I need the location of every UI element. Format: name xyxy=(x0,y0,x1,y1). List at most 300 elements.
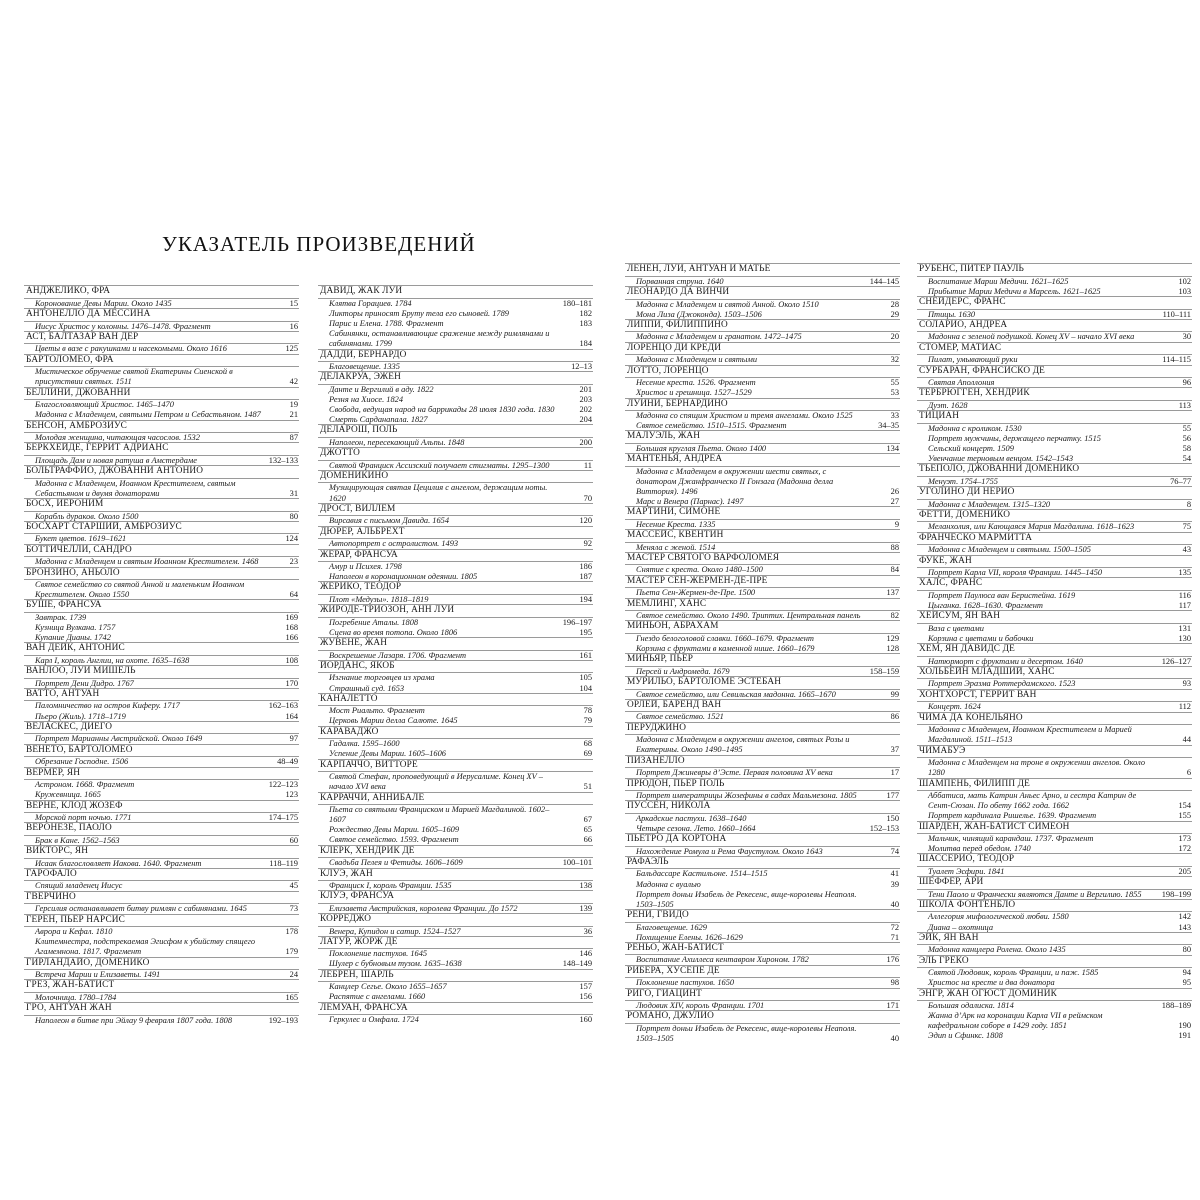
page-number: 143 xyxy=(1178,922,1191,932)
page-number: 98 xyxy=(890,978,899,988)
work-entry xyxy=(917,968,1192,978)
work-entry xyxy=(625,543,900,553)
page-number: 174–175 xyxy=(268,812,298,822)
page-number: 96 xyxy=(1182,378,1191,388)
work-title: Воспитание Ахиллеса кентавром Хироном. 1782 xyxy=(636,955,809,965)
artist-name: РИГО, ГИАЦИНТ xyxy=(625,988,900,1001)
artist-name: ДАВИД, ЖАК ЛУИ xyxy=(318,285,593,298)
work-entry xyxy=(318,927,593,937)
work-entry xyxy=(917,1011,1192,1031)
work-entry xyxy=(917,867,1192,877)
work-title: Мадонна с Младенцем в окружении ангелов, святых Розы и Екатерины. Около 1490–1495 xyxy=(636,735,850,755)
work-entry xyxy=(917,702,1192,712)
work-title: Молочница. 1780–1784 xyxy=(35,992,117,1002)
page-number: 194 xyxy=(579,594,592,604)
page-number: 118–119 xyxy=(269,858,298,868)
work-entry xyxy=(24,927,299,937)
work-title: Портрет Карла VII, короля Франции. 1445–1450 xyxy=(928,568,1103,578)
artist-name: РУБЕНС, ПИТЕР ПАУЛЬ xyxy=(917,263,1192,276)
work-entry xyxy=(625,588,900,598)
work-title: Коронование Девы Марии. Около 1435 xyxy=(35,298,172,308)
artist-name: ЖИРОДЕ-ТРИОЗОН, АНН ЛУИ xyxy=(318,604,593,617)
page-number: 48–49 xyxy=(277,757,298,767)
page-number: 58 xyxy=(1182,443,1191,453)
page-number: 6 xyxy=(1186,768,1191,778)
work-title: Успение Девы Марии. 1605–1606 xyxy=(329,749,446,759)
work-title: Портрет Марианны Австрийской. Около 1649 xyxy=(35,734,203,744)
artist-name: ЖЕРАР, ФРАНСУА xyxy=(318,549,593,562)
page-number: 190 xyxy=(1178,1021,1191,1031)
artist-name: ШАРДЕН, ЖАН-БАТИСТ СИМЕОН xyxy=(917,821,1192,834)
work-entry xyxy=(318,299,593,309)
artist-name: ГРЕЗ, ЖАН-БАТИСТ xyxy=(24,979,299,992)
work-entry xyxy=(917,568,1192,578)
page-number: 21 xyxy=(289,410,298,420)
work-title: Наполеон, пересекающий Альпы. 1848 xyxy=(329,437,465,447)
work-title: Мадонна с Младенцем в окружении шести святых, с донатором Джанфранческо II Гонзага (Мадонна делла Виттория). 1496 xyxy=(636,466,834,496)
work-title: Сельский концерт. 1509 xyxy=(928,443,1014,453)
work-title: Вирсавия с письмом Давида. 1654 xyxy=(329,516,450,526)
page-number: 201 xyxy=(579,384,592,394)
work-title: Мадонна с Младенцем и святыми xyxy=(636,355,758,365)
work-title: Спящий младенец Иисус xyxy=(35,881,123,891)
work-title: Шулер с бубновым тузом. 1635–1638 xyxy=(329,959,462,969)
artist-name: РАФАЭЛЬ xyxy=(625,856,900,869)
work-entry xyxy=(24,534,299,544)
work-title: Венера, Купидон и сатир. 1524–1527 xyxy=(329,926,461,936)
page-number: 160 xyxy=(579,1015,592,1025)
artist-name: ФУКЕ, ЖАН xyxy=(917,555,1192,568)
artist-name: АНТОНЕЛЛО ДА МЕССИНА xyxy=(24,308,299,321)
work-title: Четыре сезона. Лето. 1660–1664 xyxy=(636,823,756,833)
work-title: Молодая женщина, читающая часослов. 1532 xyxy=(35,432,200,442)
work-entry xyxy=(917,945,1192,955)
page-number: 173 xyxy=(1178,833,1191,843)
artist-name: МАНТЕНЬЯ, АНДРЕА xyxy=(625,453,900,466)
artist-name: ДЕЛАКРУА, ЭЖЕН xyxy=(318,371,593,384)
page-number: 117 xyxy=(1178,600,1191,610)
artist-name: БОСХ, ИЕРОНИМ xyxy=(24,498,299,511)
artist-name: МАЛУЭЛЬ, ЖАН xyxy=(625,430,900,443)
index-column-1 xyxy=(24,286,299,1026)
work-title: Похищение Елены. 1626–1629 xyxy=(636,932,743,942)
work-title: Плот «Медузы». 1818–1819 xyxy=(329,594,429,604)
work-title: Большая одалиска. 1814 xyxy=(928,1001,1014,1011)
work-entry xyxy=(24,1016,299,1026)
page-number: 36 xyxy=(583,926,592,936)
page-number: 170 xyxy=(285,678,298,688)
work-entry xyxy=(318,385,593,395)
page-number: 108 xyxy=(285,655,298,665)
work-entry xyxy=(917,444,1192,454)
work-title: Меняла с женой. 1514 xyxy=(636,542,716,552)
artist-name: ВАТТО, АНТУАН xyxy=(24,688,299,701)
page-number: 112 xyxy=(1178,702,1191,712)
work-entry xyxy=(625,1024,900,1044)
artist-name: МАССЕЙС, КВЕНТИН xyxy=(625,529,900,542)
work-title: Церковь Марии делла Салюте. 1645 xyxy=(329,716,458,726)
artist-name: СТОМЕР, МАТИАС xyxy=(917,342,1192,355)
page-number: 86 xyxy=(890,712,899,722)
artist-name: БЕРКХЕЙДЕ, ГЕРРИТ АДРИАНС xyxy=(24,442,299,455)
work-entry xyxy=(24,904,299,914)
artist-name: ЖЕРИКО, ТЕОДОР xyxy=(318,581,593,594)
work-title: Птицы. 1630 xyxy=(928,309,976,319)
page-number: 126–127 xyxy=(1161,656,1191,666)
work-entry xyxy=(318,716,593,726)
artist-name: ЖУВЕНЕ, ЖАН xyxy=(318,637,593,650)
page-number: 93 xyxy=(1182,679,1191,689)
work-title: Мистическое обручение святой Екатерины Сиенской в присутствии святых. 1511 xyxy=(35,367,233,387)
page-number: 26 xyxy=(890,486,899,496)
work-title: Святое семейство. Около 1490. Триптих. Центральная панель xyxy=(636,611,861,621)
work-entry xyxy=(917,500,1192,510)
work-title: Герсилия останавливает битву римлян с сабинянами. 1645 xyxy=(35,904,247,914)
page-number: 113 xyxy=(1178,400,1191,410)
artist-name: КОРРЕДЖО xyxy=(318,913,593,926)
work-title: Молитва перед обедом. 1740 xyxy=(928,844,1031,853)
page-number: 123 xyxy=(285,790,298,800)
work-entry xyxy=(917,454,1192,464)
work-title: Наполеон в коронационном одеянии. 1805 xyxy=(329,572,478,582)
work-entry xyxy=(917,310,1192,320)
page-number: 9 xyxy=(894,519,899,529)
work-entry xyxy=(318,309,593,319)
page-number: 60 xyxy=(289,835,298,845)
work-title: Карл I, король Англии, на охоте. 1635–1638 xyxy=(35,655,190,665)
work-entry xyxy=(917,679,1192,689)
artist-name: УГОЛИНО ДИ НЕРИО xyxy=(917,486,1192,499)
page-number: 198–199 xyxy=(1161,889,1191,899)
work-title: Пьета со святыми Франциском и Марией Магдалиной. 1602–1607 xyxy=(329,805,550,825)
work-entry xyxy=(917,844,1192,854)
work-entry xyxy=(625,520,900,530)
work-entry xyxy=(917,624,1192,634)
page-number: 139 xyxy=(579,903,592,913)
page-number: 184 xyxy=(579,339,592,349)
work-title: Персей и Андромеда. 1679 xyxy=(636,666,730,676)
work-entry xyxy=(24,479,299,499)
work-title: Данте и Вергилий в аду. 1822 xyxy=(329,384,434,394)
work-title: Портрет Джиневры д’Эсте. Первая половина XV века xyxy=(636,768,833,778)
artist-name: СОЛАРИО, АНДРЕА xyxy=(917,319,1192,332)
work-entry xyxy=(917,424,1192,434)
work-entry xyxy=(318,395,593,405)
artist-name: ГИРЛАНДАЙО, ДОМЕНИКО xyxy=(24,957,299,970)
work-title: Брак в Кане. 1562–1563 xyxy=(35,835,120,845)
artist-name: ЭЙК, ЯН ВАН xyxy=(917,932,1192,945)
work-title: Увенчание терновым венцом. 1542–1543 xyxy=(928,453,1074,463)
page-number: 40 xyxy=(890,1033,899,1043)
work-title: Прибытие Марии Медичи в Марсель. 1621–1625 xyxy=(928,286,1101,296)
page-number: 55 xyxy=(1182,423,1191,433)
work-entry xyxy=(318,959,593,969)
artist-name: РЕНИ, ГВИДО xyxy=(625,909,900,922)
work-title: Пилат, умывающий руки xyxy=(928,355,1018,365)
work-entry xyxy=(24,881,299,891)
work-title: Обрезание Господне. 1506 xyxy=(35,757,129,767)
page-number: 29 xyxy=(890,309,899,319)
page-number: 129 xyxy=(886,633,899,643)
artist-name: КЛЕРК, ХЕНДРИК ДЕ xyxy=(318,845,593,858)
page-number: 148–149 xyxy=(562,959,592,969)
artist-name: КАРПАЧЧО, ВИТТОРЕ xyxy=(318,759,593,772)
page-number: 162–163 xyxy=(268,701,298,711)
page-number: 169 xyxy=(285,612,298,622)
page-number: 43 xyxy=(1182,545,1191,555)
work-entry xyxy=(917,522,1192,532)
work-entry xyxy=(625,667,900,677)
work-entry xyxy=(917,912,1192,922)
work-title: Снятие с креста. Около 1480–1500 xyxy=(636,565,763,575)
page-number: 188–189 xyxy=(1161,1001,1191,1011)
artist-name: БАРТОЛОМЕО, ФРА xyxy=(24,354,299,367)
page-number: 102 xyxy=(1178,276,1191,286)
work-entry xyxy=(24,299,299,309)
artist-name: ДЖОТТО xyxy=(318,447,593,460)
artist-name: ХАЛС, ФРАНС xyxy=(917,577,1192,590)
work-title: Канцлер Сегье. Около 1655–1657 xyxy=(329,982,447,992)
artist-name: ТЬЕПОЛО, ДЖОВАННИ ДОМЕНИКО xyxy=(917,463,1192,476)
page-number: 187 xyxy=(579,572,592,582)
work-title: Христос и грешница. 1527–1529 xyxy=(636,388,752,398)
work-entry xyxy=(917,332,1192,342)
work-entry xyxy=(917,834,1192,844)
right-page xyxy=(600,0,1200,1200)
artist-name: МАСТЕР СЕН-ЖЕРМЕН-ДЕ-ПРЕ xyxy=(625,575,900,588)
artist-name: МАСТЕР СВЯТОГО ВАРФОЛОМЕЯ xyxy=(625,552,900,565)
page-number: 128 xyxy=(886,643,899,653)
work-entry xyxy=(24,859,299,869)
work-title: Франциск I, король Франции. 1535 xyxy=(329,880,452,890)
work-entry xyxy=(917,378,1192,388)
work-entry xyxy=(318,772,593,792)
artist-name: КАНАЛЕТТО xyxy=(318,693,593,706)
work-entry xyxy=(625,277,900,287)
work-entry xyxy=(318,673,593,683)
work-entry xyxy=(917,591,1192,601)
work-entry xyxy=(625,611,900,621)
artist-name: СУРБАРАН, ФРАНСИСКО ДЕ xyxy=(917,365,1192,378)
artist-name: ЭНГР, ЖАН ОГЮСТ ДОМИНИК xyxy=(917,988,1192,1001)
page-number: 116 xyxy=(1178,590,1191,600)
artist-name: БЕНСОН, АМБРОЗИУС xyxy=(24,420,299,433)
work-entry xyxy=(24,701,299,711)
page-number: 79 xyxy=(583,716,592,726)
work-title: Святое семейство. 1593. Фрагмент xyxy=(329,835,459,845)
work-title: Святой Стефан, проповедующий в Иерусалиме. Конец XV – начало XVI века xyxy=(329,772,543,792)
work-title: Поклонение пастухов. 1650 xyxy=(636,978,735,988)
work-title: Цветы в вазе с ракушками и насекомыми. Около 1616 xyxy=(35,344,227,354)
page-number: 76–77 xyxy=(1170,476,1191,486)
work-title: Мадонна с Младенцем. 1315–1320 xyxy=(928,499,1051,509)
artist-name: ФЕТТИ, ДОМЕНИКО xyxy=(917,509,1192,522)
work-entry xyxy=(625,712,900,722)
work-entry xyxy=(917,657,1192,667)
work-title: Ликторы приносят Бруту тела его сыновей. 1789 xyxy=(329,308,509,318)
artist-name: МИНЬОН, АБРАХАМ xyxy=(625,620,900,633)
page-number: 45 xyxy=(289,881,298,891)
artist-name: ВАН ДЕЙК, АНТОНИС xyxy=(24,642,299,655)
artist-name: ЛЕНЕН, ЛУИ, АНТУАН И МАТЬЕ xyxy=(625,263,900,276)
work-title: Людовик XIV, король Франции. 1701 xyxy=(636,1001,765,1011)
page-number: 54 xyxy=(1182,453,1191,463)
artist-name: ШАССЕРИО, ТЕОДОР xyxy=(917,853,1192,866)
work-entry xyxy=(318,415,593,425)
work-title: Эдип и Сфинкс. 1808 xyxy=(928,1031,1003,1041)
page-number: 19 xyxy=(289,400,298,410)
work-title: Святое семейство со святой Анной и маленьким Иоанном Крестителем. Около 1550 xyxy=(35,579,245,600)
work-entry xyxy=(917,601,1192,611)
page-number: 157 xyxy=(579,982,592,992)
page-number: 186 xyxy=(579,561,592,571)
page-number: 32 xyxy=(890,355,899,365)
page-number: 100–101 xyxy=(562,858,592,868)
artist-name: РЕНЬО, ЖАН-БАТИСТ xyxy=(625,942,900,955)
work-entry xyxy=(318,739,593,749)
artist-name: ВЕРОНЕЗЕ, ПАОЛО xyxy=(24,822,299,835)
artist-name: ОРЛЕЙ, БАРЕНД ВАН xyxy=(625,699,900,712)
work-entry xyxy=(625,1001,900,1011)
artist-name: ЛЕМУАН, ФРАНСУА xyxy=(318,1002,593,1015)
artist-name: ШЕФФЕР, АРИ xyxy=(917,876,1192,889)
page-number: 16 xyxy=(289,321,298,331)
page-number: 158–159 xyxy=(869,666,899,676)
work-title: Ваза с цветами xyxy=(928,623,984,633)
work-entry xyxy=(625,332,900,342)
index-column-2 xyxy=(318,286,593,1025)
page-number: 31 xyxy=(289,488,298,498)
work-title: Сцена во время потопа. Около 1806 xyxy=(329,627,458,637)
artist-name: ТИЦИАН xyxy=(917,410,1192,423)
page-number: 12–13 xyxy=(571,361,592,371)
artist-name: ДЮРЕР, АЛЬБРЕХТ xyxy=(318,526,593,539)
work-entry xyxy=(24,633,299,643)
page-number: 44 xyxy=(1182,735,1191,745)
artist-name: ХОЛЬБЕЙН МЛАДШИЙ, ХАНС xyxy=(917,666,1192,679)
work-title: Мадонна с кроликом. 1530 xyxy=(928,423,1022,433)
page-number: 70 xyxy=(583,493,592,503)
artist-name: ВИКТОРС, ЯН xyxy=(24,845,299,858)
work-title: Астроном. 1668. Фрагмент xyxy=(35,780,135,789)
page-number: 122–123 xyxy=(268,780,298,789)
page-number: 15 xyxy=(289,298,298,308)
work-entry xyxy=(24,836,299,846)
work-entry xyxy=(625,890,900,910)
artist-name: ДАДДИ, БЕРНАРДО xyxy=(318,349,593,362)
page-number: 84 xyxy=(890,565,899,575)
work-entry xyxy=(318,881,593,891)
work-title: Концерт. 1624 xyxy=(928,702,981,712)
artist-name: ЛОТТО, ЛОРЕНЦО xyxy=(625,365,900,378)
work-title: Мадонна со спящим Христом и тремя ангелами. Около 1525 xyxy=(636,410,853,420)
work-title: Мадонна с Младенцем, Иоанном Крестителем, святым Себастьяном и двумя донаторами xyxy=(35,478,236,498)
page-number: 125 xyxy=(285,344,298,354)
page-number: 75 xyxy=(1182,522,1191,532)
artist-name: БЕЛЛИНИ, ДЖОВАННИ xyxy=(24,387,299,400)
artist-name: КАРАВАДЖО xyxy=(318,726,593,739)
work-title: Кружевница. 1665 xyxy=(35,790,101,800)
work-entry xyxy=(318,405,593,415)
page-number: 191 xyxy=(1178,1031,1191,1041)
work-entry xyxy=(625,355,900,365)
artist-name: ЛАТУР, ЖОРЖ ДЕ xyxy=(318,936,593,949)
page-number: 99 xyxy=(890,689,899,699)
work-title: Большая круглая Пьета. Около 1400 xyxy=(636,443,767,453)
work-entry xyxy=(24,656,299,666)
work-title: Портрет императрицы Жозефины в садах Мальмезона. 1805 xyxy=(636,790,857,800)
work-title: Букет цветов. 1619–1621 xyxy=(35,534,127,544)
work-entry xyxy=(318,628,593,638)
work-entry xyxy=(318,651,593,661)
work-title: Свадьба Пелея и Фетиды. 1606–1609 xyxy=(329,858,463,868)
work-title: Несение Креста. 1335 xyxy=(636,519,716,529)
work-entry xyxy=(24,813,299,823)
work-entry xyxy=(318,858,593,868)
work-title: Портрет доньи Изабель де Рекесенс, вице-королевы Неаполя. 1503–1505 xyxy=(636,1023,857,1043)
work-entry xyxy=(318,483,593,503)
work-entry xyxy=(24,613,299,623)
work-title: Святое семейство, или Севильская мадонна. 1665–1670 xyxy=(636,689,836,699)
artist-name: ВЕНЕТО, БАРТОЛОМЕО xyxy=(24,744,299,757)
artist-name: МЕМЛИНГ, ХАНС xyxy=(625,598,900,611)
work-entry xyxy=(625,933,900,943)
work-title: Аллегория мифологической любви. 1580 xyxy=(928,912,1069,922)
page-number: 176 xyxy=(886,955,899,965)
index-column-4 xyxy=(917,264,1192,1041)
work-title: Святое семейство. 1521 xyxy=(636,712,724,722)
work-title: Мадонна с Младенцем и святой Анной. Около 1510 xyxy=(636,299,819,309)
work-title: Несение креста. 1526. Фрагмент xyxy=(636,378,756,388)
work-entry xyxy=(318,684,593,694)
work-entry xyxy=(625,880,900,890)
work-title: Благословляющий Христос. 1465–1470 xyxy=(35,400,174,410)
artist-name: ШАМПЕНЬ, ФИЛИПП ДЕ xyxy=(917,778,1192,791)
work-title: Портрет мужчины, держащего перчатку. 1515 xyxy=(928,433,1101,443)
page-number: 88 xyxy=(890,542,899,552)
work-entry xyxy=(625,388,900,398)
work-title: Цыганка. 1628–1630. Фрагмент xyxy=(928,600,1043,610)
page-number: 114–115 xyxy=(1162,355,1191,365)
work-entry xyxy=(917,890,1192,900)
artist-name: МУРИЛЬО, БАРТОЛОМЕ ЭСТЕБАН xyxy=(625,676,900,689)
work-title: Клитемнестра, подстрекаемая Эгисфом к убийству спящего Агамемнона. 1817. Фрагмент xyxy=(35,937,256,957)
page-number: 97 xyxy=(289,734,298,744)
work-entry xyxy=(917,355,1192,365)
artist-name: РОМАНО, ДЖУЛИО xyxy=(625,1010,900,1023)
work-entry xyxy=(318,362,593,372)
work-entry xyxy=(24,322,299,332)
work-title: Мадонна с Младенцем и святыми. 1500–1505 xyxy=(928,545,1091,555)
work-title: Распятие с ангелами. 1660 xyxy=(329,992,426,1002)
artist-name: БУШЕ, ФРАНСУА xyxy=(24,599,299,612)
artist-name: ТЕРБРЮГГЕН, ХЕНДРИК xyxy=(917,387,1192,400)
artist-name: ЙОРДАНС, ЯКОБ xyxy=(318,660,593,673)
work-title: Кузница Вулкана. 1757 xyxy=(35,622,116,632)
work-title: Смерть Сарданапала. 1827 xyxy=(329,415,428,424)
work-title: Иисус Христос у колонны. 1476–1478. Фрагмент xyxy=(35,321,211,331)
work-title: Портрет Дени Дидро. 1767 xyxy=(35,678,134,688)
work-entry xyxy=(625,467,900,497)
work-entry xyxy=(318,438,593,448)
work-title: Натюрморт с фруктами и десертом. 1640 xyxy=(928,656,1083,666)
work-entry xyxy=(24,734,299,744)
work-title: Менуэт. 1754–1755 xyxy=(928,476,998,486)
work-entry xyxy=(24,344,299,354)
page-number: 72 xyxy=(890,922,899,932)
page-number: 51 xyxy=(583,782,592,792)
page-number: 203 xyxy=(579,394,592,404)
